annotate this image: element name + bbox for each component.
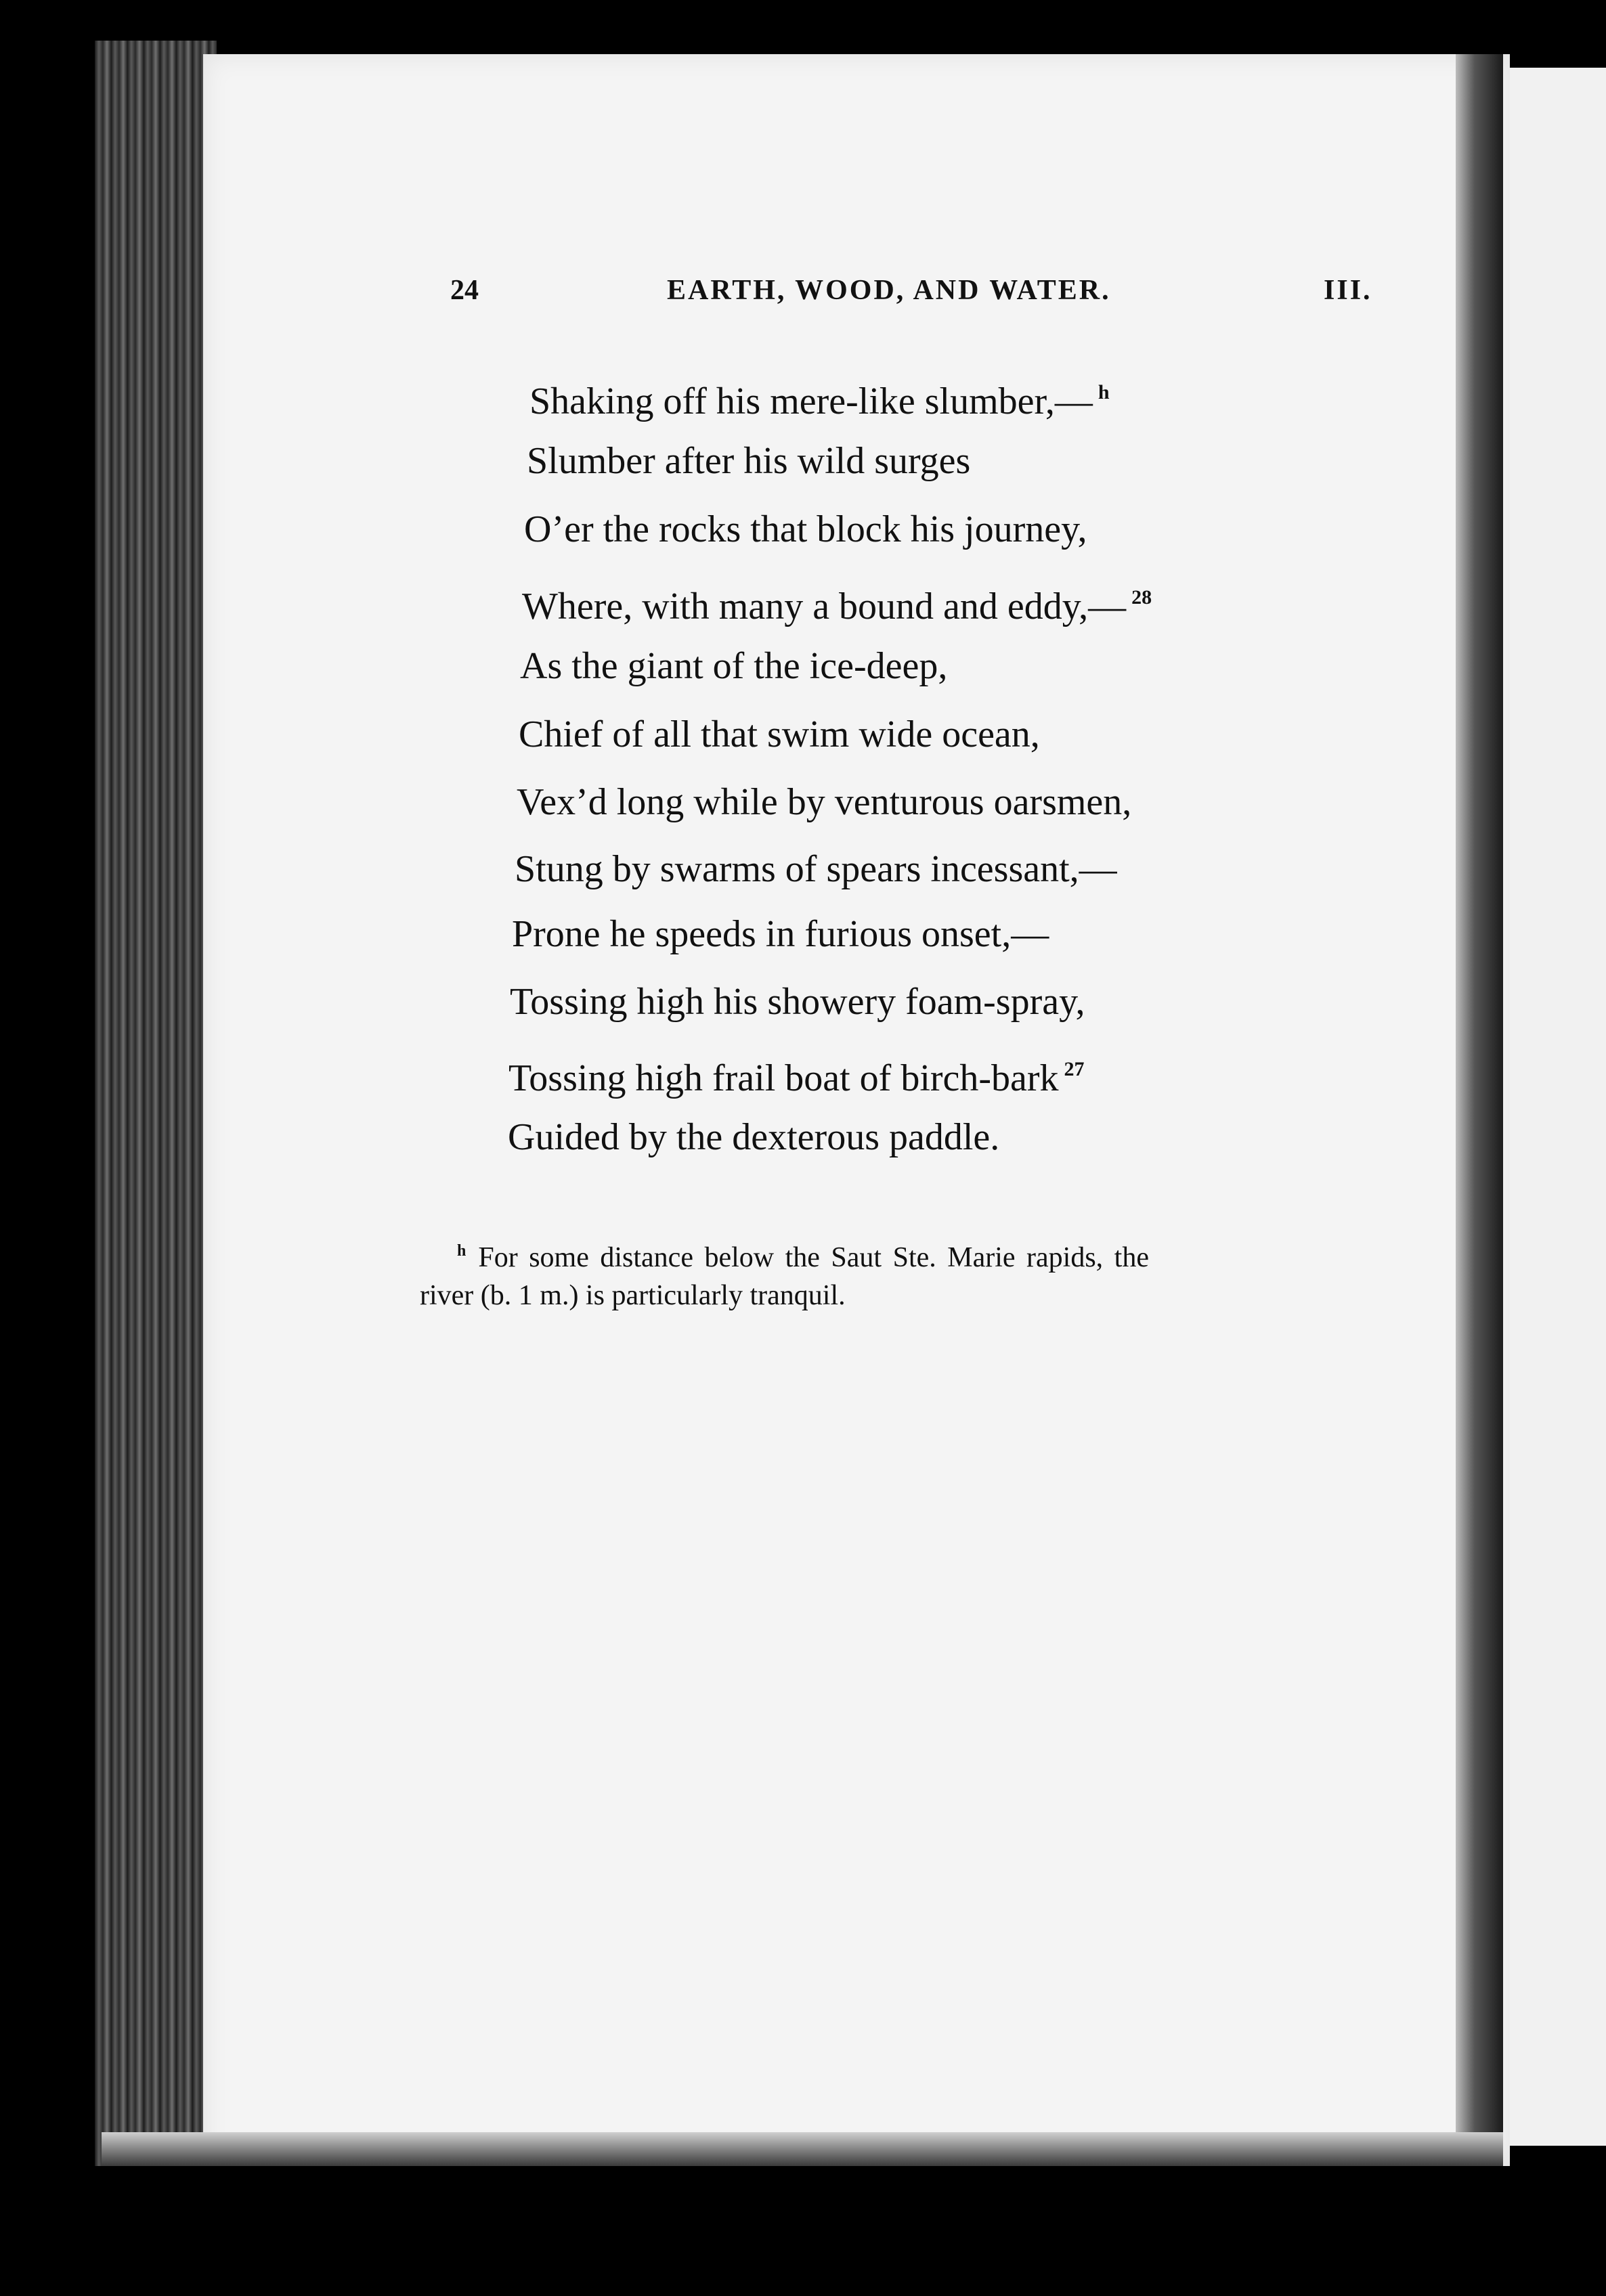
- page-number: 24: [450, 275, 479, 306]
- note-number: 27: [1064, 1058, 1085, 1080]
- scan-border-bottom: [0, 2166, 1606, 2296]
- running-head: [0, 274, 1606, 322]
- poem-line: Where, with many a bound and eddy,— $^{28}$: [522, 586, 1152, 627]
- page-stack-edges: [95, 41, 217, 2166]
- facing-page-edge: [1510, 68, 1606, 2146]
- page-bottom-edge: [102, 2132, 1503, 2166]
- note-number: 28: [1131, 586, 1152, 609]
- poem-line: Stung by swarms of spears incessant,—: [515, 848, 1117, 890]
- poem-line: Tossing high frail boat of birch-bark $^{27}$: [508, 1057, 1085, 1099]
- poem-line: O’er the rocks that block his journey,: [524, 508, 1087, 550]
- poem-line: Vex’d long while by venturous oarsmen,: [517, 781, 1132, 823]
- footnote-line: $^h$ For some distance below the Saut Ste. Marie rapids, the: [457, 1242, 1149, 1273]
- book-gutter: [1456, 54, 1503, 2166]
- running-title: EARTH, WOOD, AND WATER.: [667, 275, 1111, 306]
- footnote-marker: h: [457, 1242, 466, 1260]
- scan-border-top: [0, 0, 1606, 54]
- poem-line: Slumber after his wild surges: [527, 440, 971, 482]
- section-number: III.: [1324, 275, 1372, 306]
- poem-line: As the giant of the ice-deep,: [520, 645, 948, 687]
- poem-line: Tossing high his showery foam-spray,: [510, 981, 1085, 1023]
- poem-line: Chief of all that swim wide ocean,: [519, 713, 1040, 755]
- poem-line: Prone he speeds in furious onset,—: [512, 913, 1049, 955]
- footnote-reference: h: [1098, 381, 1110, 403]
- poem-line: Shaking off his mere-like slumber,— $^h$: [529, 380, 1110, 422]
- poem-line: Guided by the dexterous paddle.: [508, 1116, 1000, 1158]
- footnote-line: river (b. 1 m.) is particularly tranquil.: [420, 1280, 846, 1311]
